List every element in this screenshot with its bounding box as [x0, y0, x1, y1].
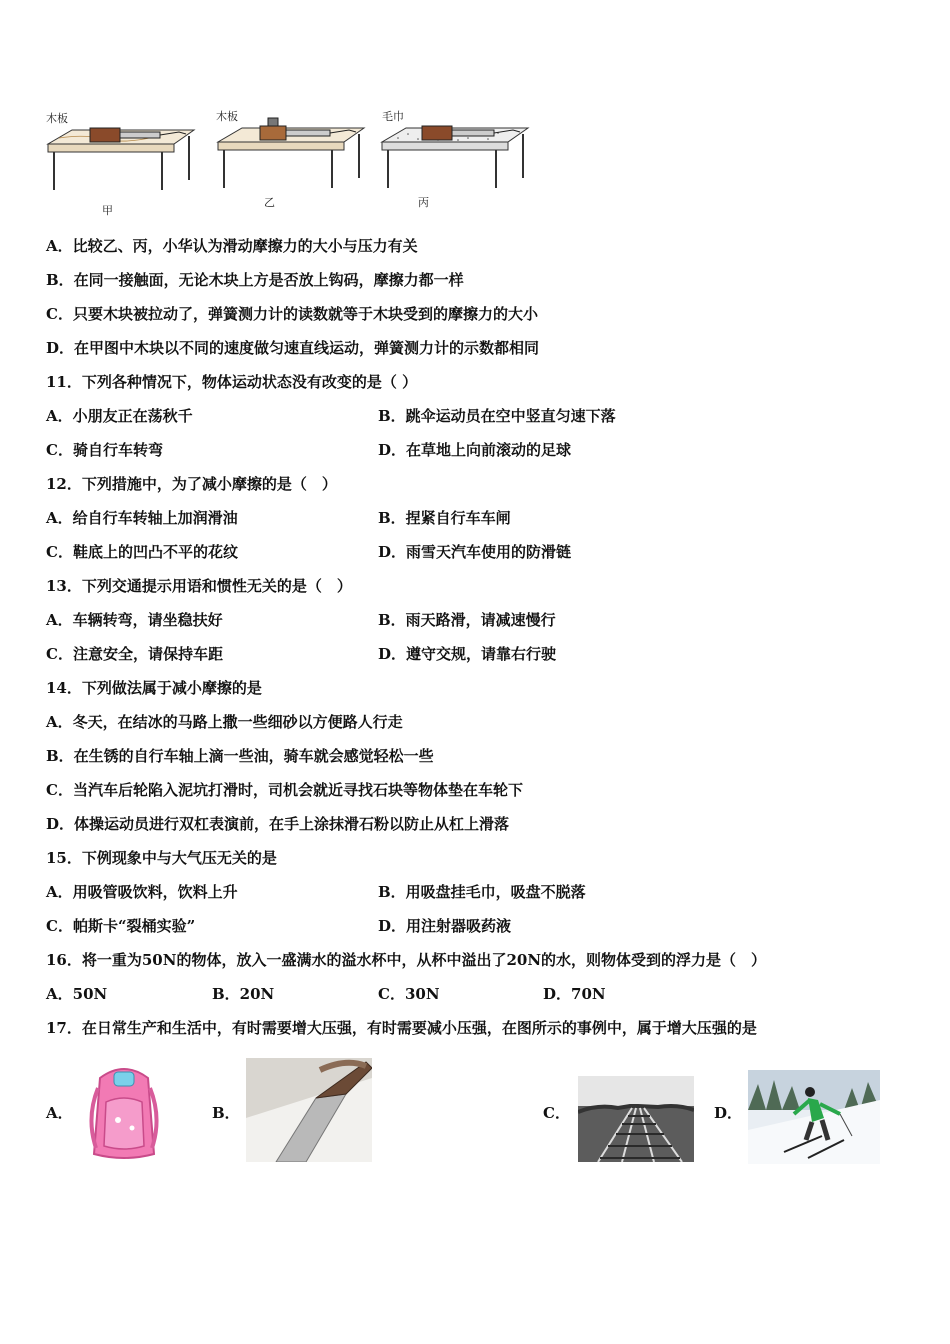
friction-experiment-figure-jia	[44, 108, 204, 218]
q11-option-a: A．小朋友正在荡秋千	[46, 407, 193, 425]
q17-option-d-label: D．	[714, 1104, 743, 1122]
q16-option-a: A．50N	[46, 985, 108, 1003]
friction-experiment-figure-yi	[214, 106, 374, 216]
q15-stem: 15．下例现象中与大气压无关的是	[46, 849, 277, 867]
friction-experiment-figure-bing	[378, 106, 538, 216]
q17-option-a-label: A．	[46, 1104, 73, 1122]
q13-stem: 13．下列交通提示用语和惯性无关的是（ ）	[46, 577, 352, 595]
q14-option-b: B．在生锈的自行车轴上滴一些油，骑车就会感觉轻松一些	[46, 747, 434, 765]
q11-stem: 11．下列各种情况下，物体运动状态没有改变的是（ ）	[46, 373, 418, 391]
q16-option-c: C．30N	[378, 985, 440, 1003]
q10-option-a: A．比较乙、丙，小华认为滑动摩擦力的大小与压力有关	[46, 237, 418, 255]
q12-option-c: C．鞋底上的凹凸不平的花纹	[46, 543, 238, 561]
q14-stem: 14．下列做法属于减小摩擦的是	[46, 679, 262, 697]
q10-option-d: D．在甲图中木块以不同的速度做匀速直线运动，弹簧测力计的示数都相同	[46, 339, 540, 357]
q16-stem: 16．将一重为50N的物体，放入一盛满水的溢水杯中，从杯中溢出了20N的水，则物体受到的浮力是（ ）	[46, 951, 767, 969]
q10-option-b: B．在同一接触面，无论木块上方是否放上钩码，摩擦力都一样	[46, 271, 464, 289]
skier-image	[748, 1070, 880, 1164]
q12-stem: 12．下列措施中，为了减小摩擦的是（ ）	[46, 475, 337, 493]
q13-option-b: B．雨天路滑，请减速慢行	[378, 611, 556, 629]
q15-option-c: C．帕斯卡“裂桶实验”	[46, 917, 196, 935]
q17-stem: 17．在日常生产和生活中，有时需要增大压强，有时需要减小压强，在图所示的事例中，属于增大压强的是	[46, 1019, 757, 1037]
q17-option-c-label: C．	[543, 1104, 570, 1122]
q13-option-d: D．遵守交规，请靠右行驶	[378, 645, 557, 663]
q14-option-c: C．当汽车后轮陷入泥坑打滑时，司机会就近寻找石块等物体垫在车轮下	[46, 781, 523, 799]
q13-option-a: A．车辆转弯，请坐稳扶好	[46, 611, 223, 629]
q14-option-d: D．体操运动员进行双杠表演前，在手上涂抹滑石粉以防止从杠上滑落	[46, 815, 510, 833]
backpack-image	[78, 1058, 170, 1164]
q12-option-d: D．雨雪天汽车使用的防滑链	[378, 543, 572, 561]
q11-option-c: C．骑自行车转弯	[46, 441, 163, 459]
figure-label-jia: 甲	[102, 204, 113, 217]
q10-option-c: C．只要木块被拉动了，弹簧测力计的读数就等于木块受到的摩擦力的大小	[46, 305, 538, 323]
q11-option-b: B．跳伞运动员在空中竖直匀速下落	[378, 407, 616, 425]
q15-option-b: B．用吸盘挂毛巾，吸盘不脱落	[378, 883, 586, 901]
q15-option-d: D．用注射器吸药液	[378, 917, 512, 935]
figure-label-bing-top: 毛巾	[382, 110, 404, 123]
q17-option-b-label: B．	[212, 1104, 240, 1122]
q13-option-c: C．注意安全，请保持车距	[46, 645, 223, 663]
figure-label-yi: 乙	[264, 196, 275, 209]
q15-option-a: A．用吸管吸饮料，饮料上升	[46, 883, 238, 901]
q16-option-d: D．70N	[543, 985, 606, 1003]
railway-track-image	[578, 1076, 694, 1162]
figure-label-bing: 丙	[418, 196, 429, 209]
knife-image	[246, 1058, 372, 1162]
q11-option-d: D．在草地上向前滚动的足球	[378, 441, 572, 459]
q12-option-b: B．捏紧自行车车闸	[378, 509, 511, 527]
q14-option-a: A．冬天，在结冰的马路上撒一些细砂以方便路人行走	[46, 713, 403, 731]
q16-option-b: B．20N	[212, 985, 275, 1003]
figure-label-jia-top: 木板	[46, 112, 68, 125]
figure-label-yi-top: 木板	[216, 110, 238, 123]
q12-option-a: A．给自行车转轴上加润滑油	[46, 509, 238, 527]
